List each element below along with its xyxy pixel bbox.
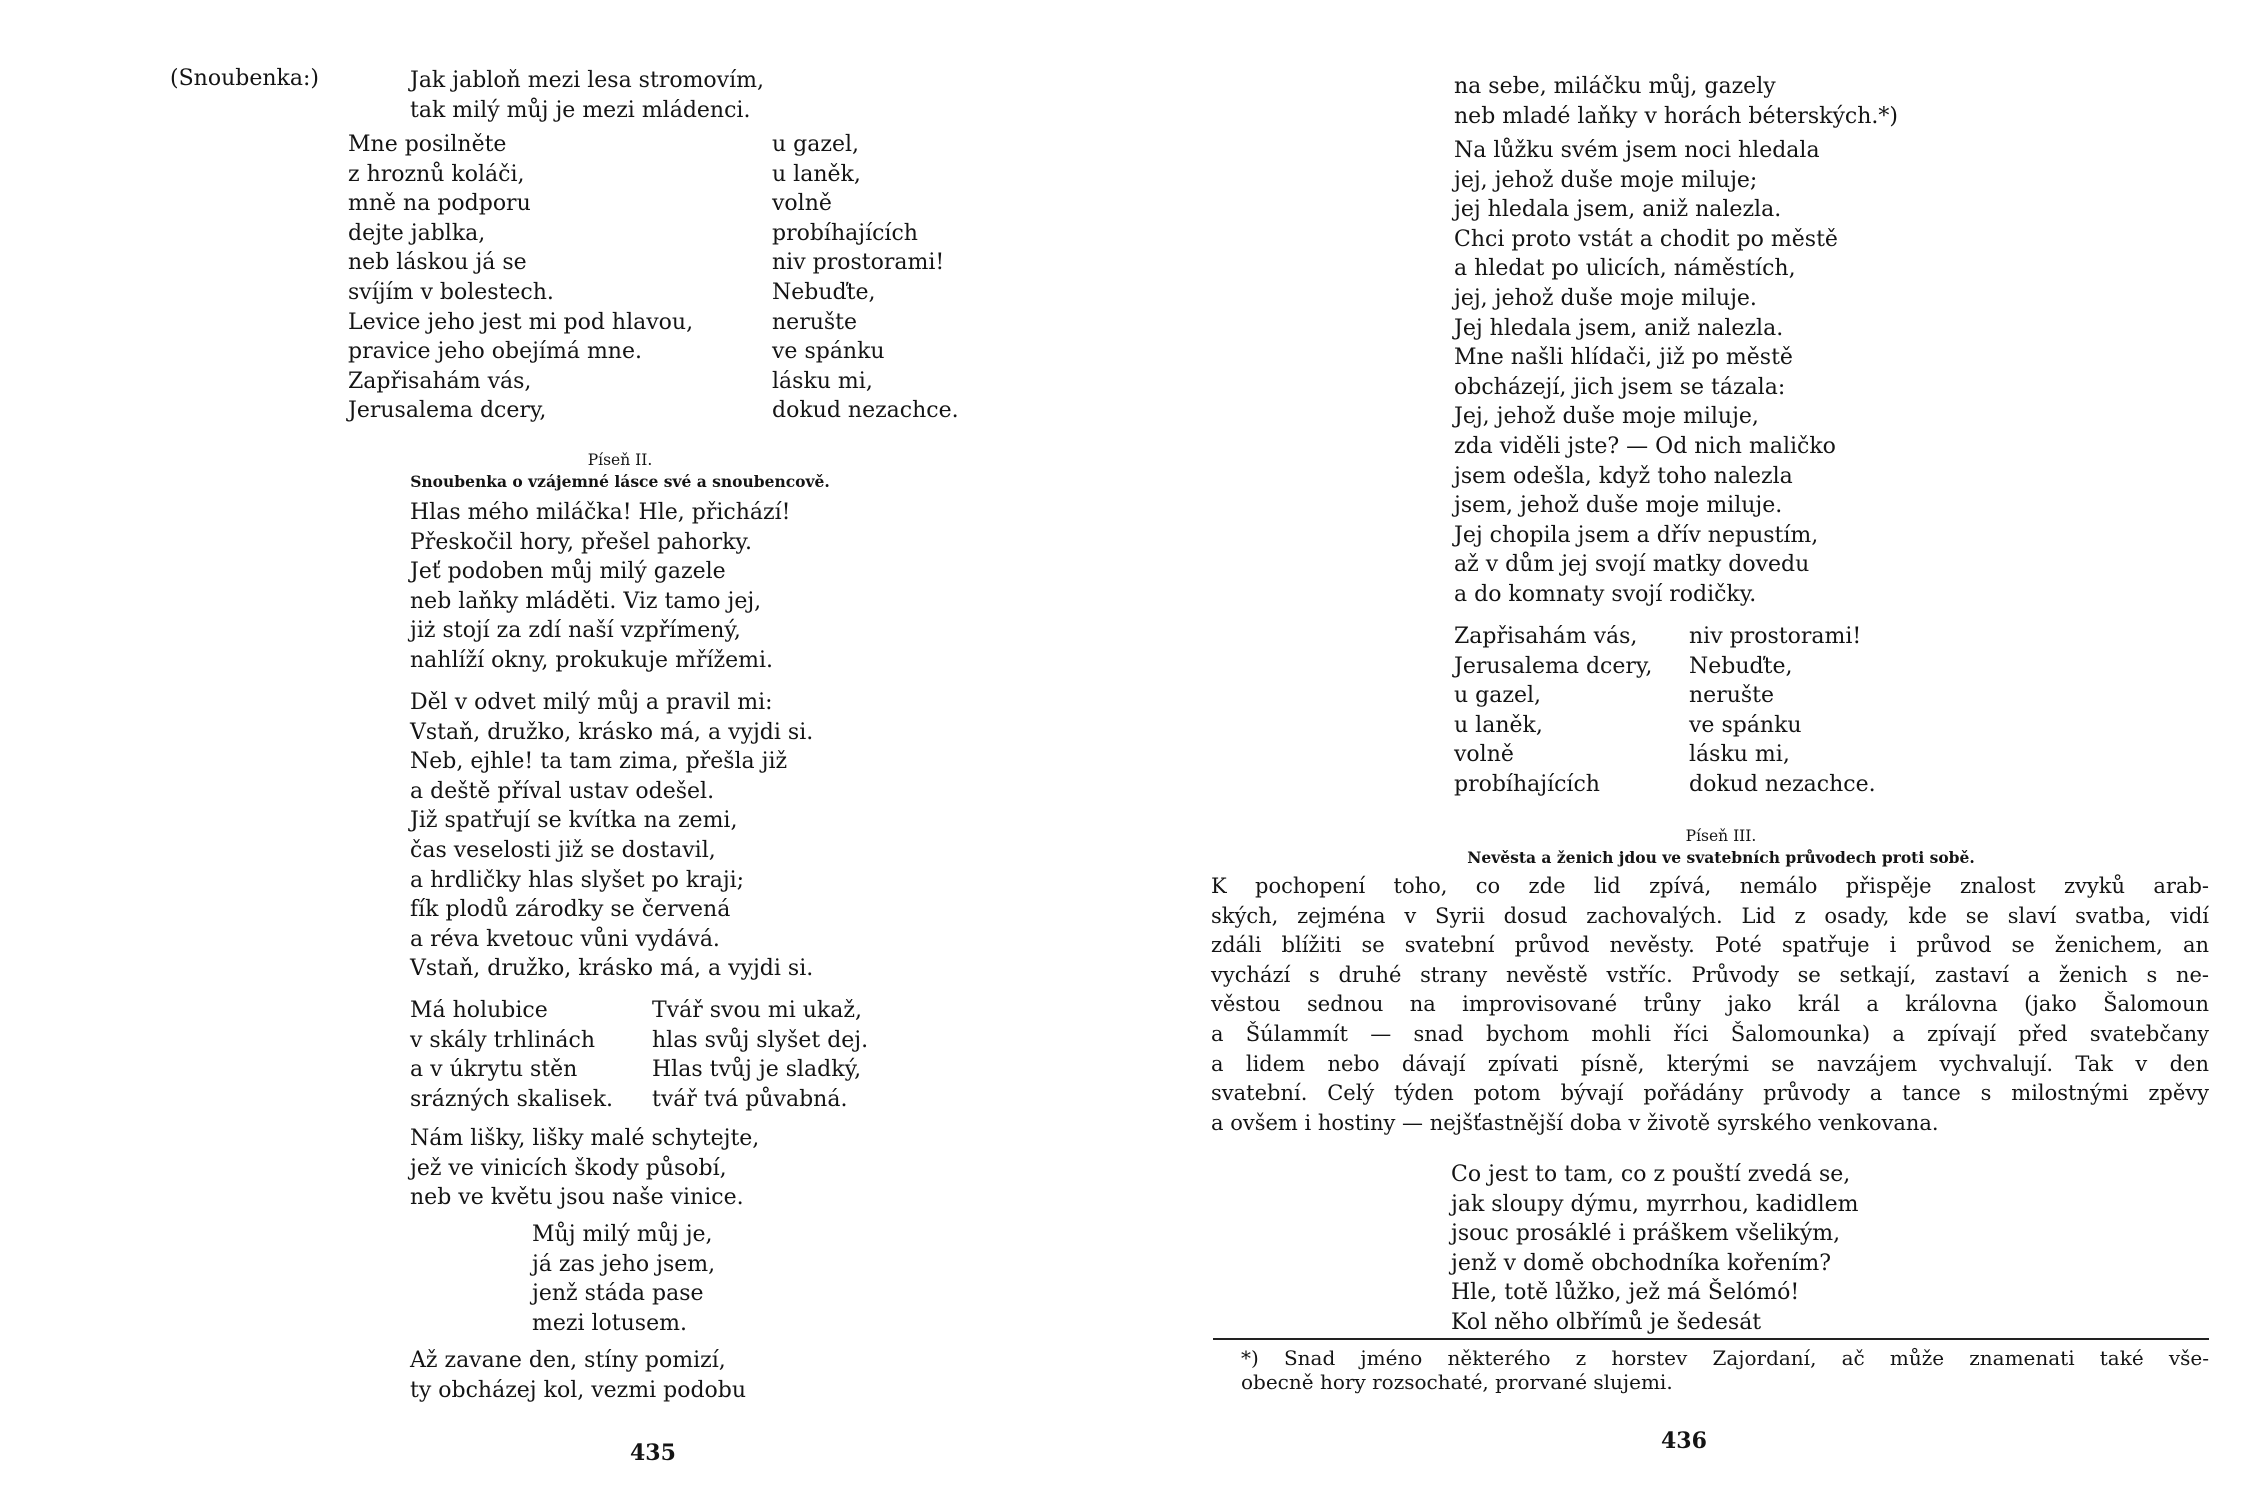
verse-line: niv prostorami! bbox=[1689, 624, 1862, 649]
stanza-4 bbox=[532, 1220, 715, 1338]
verse-line: na sebe, miláčku můj, gazely bbox=[1454, 74, 1776, 99]
verse-line: čas veselosti již se dostavil, bbox=[410, 837, 716, 863]
verse-line: neb láskou já se bbox=[348, 250, 527, 276]
top-lines bbox=[1454, 72, 1898, 131]
verse-line: Nám lišky, lišky malé schytejte, bbox=[410, 1126, 760, 1151]
verse-line: Hlas mého miláčka! Hle, přichází! bbox=[410, 500, 791, 525]
verse-line: volně bbox=[1454, 742, 1514, 768]
verse-line: probíhajících bbox=[772, 220, 918, 246]
verse-line: Jej, jehož duše moje miluje, bbox=[1454, 404, 1759, 430]
verse-line: Nebuďte, bbox=[1689, 653, 1793, 679]
verse-line: Hle, totě lůžko, jež má Šelómó! bbox=[1451, 1280, 1800, 1306]
verse-line: jej, jehož duše moje miluje. bbox=[1454, 285, 1757, 311]
verse-line: jiż stojí za zdí naší vzpřímený, bbox=[410, 618, 741, 644]
verse-line: Neb, ejhle! ta tam zima, přešla již bbox=[410, 749, 788, 775]
prose-paragraph bbox=[1211, 872, 2209, 1138]
page-number-right: 436 bbox=[1661, 1428, 1707, 1454]
verse-line: jenž v domě obchodníka kořením? bbox=[1451, 1250, 1831, 1276]
verse-line: Chci proto vstát a chodit po městě bbox=[1454, 226, 1838, 252]
verse-line: jak sloupy dýmu, myrrhou, kadidlem bbox=[1451, 1191, 1859, 1217]
verse-line: probíhajících bbox=[1454, 771, 1600, 797]
verse-line: niv prostorami! bbox=[772, 250, 945, 276]
verse-line: mně na podporu bbox=[348, 191, 531, 217]
song-title: Píseň II. bbox=[587, 451, 653, 469]
verse-line: Mne našli hlídači, již po městě bbox=[1454, 345, 1793, 371]
text-line: ských, zejména v Syrii dosud zachovalých. Lid z osady, kde se slaví svatba, vidí bbox=[1211, 903, 2209, 928]
verse-line: tvář tvá půvabná. bbox=[652, 1086, 848, 1112]
verse-line: neb ve květu jsou naše vinice. bbox=[410, 1185, 744, 1211]
verse-line: až v dům jej svojí matky dovedu bbox=[1454, 552, 1810, 578]
verse-line: a do komnaty svojí rodičky. bbox=[1454, 581, 1757, 607]
verse-line: Tvář svou mi ukaž, bbox=[652, 998, 862, 1023]
page-number-left: 435 bbox=[630, 1440, 676, 1466]
refrain-left-column bbox=[348, 130, 693, 426]
verse-line: Jeť podoben můj milý gazele bbox=[410, 559, 726, 585]
verse-line: Co jest to tam, co z pouští zvedá se, bbox=[1451, 1162, 1851, 1187]
verse-line: Hlas tvůj je sladký, bbox=[652, 1057, 862, 1083]
verse-line: dokud nezachce. bbox=[772, 398, 959, 424]
speaker-label: (Snoubenka:) bbox=[170, 66, 319, 91]
verse-line: Levice jeho jest mi pod hlavou, bbox=[348, 309, 694, 335]
footnote bbox=[1241, 1346, 2209, 1394]
text-line: a ovšem i hostiny — nejšťastnější doba v životě syrského venkovana. bbox=[1211, 1110, 1939, 1135]
verse-line: Můj milý můj je, bbox=[532, 1222, 713, 1247]
verse-line: jež ve vinicích škody působí, bbox=[410, 1155, 727, 1181]
verse-line: svíjím v bolestech. bbox=[348, 279, 554, 305]
verse-line: fík plodů zárodky se červená bbox=[410, 897, 731, 923]
verse-line: Mne posilněte bbox=[348, 132, 507, 157]
verse-line: volně bbox=[772, 191, 832, 217]
verse-line: hlas svůj slyšet dej. bbox=[652, 1027, 869, 1053]
text-line: *) Snad jméno některého z horstev Zajordaní, ač může znamenati také vše- bbox=[1241, 1346, 2209, 1370]
verse-line: obcházejí, jich jsem se tázala: bbox=[1454, 374, 1786, 400]
verse-line: Až zavane den, stíny pomizí, bbox=[410, 1348, 726, 1373]
verse-line: Kol něho olbřímů je šedesát bbox=[1451, 1309, 1762, 1335]
verse-line: a hledat po ulicích, náměstích, bbox=[1454, 256, 1796, 282]
stanza-a bbox=[1454, 136, 1838, 610]
verse-line: z hroznů koláči, bbox=[348, 161, 525, 187]
verse-line: zda viděli jste? — Od nich maličko bbox=[1454, 433, 1836, 459]
verse-line: a v úkrytu stěn bbox=[410, 1057, 578, 1083]
text-line: K pochopení toho, co zde lid zpívá, nemálo přispěje znalost zvyků arab- bbox=[1211, 874, 2209, 898]
stanza-3 bbox=[410, 1124, 759, 1213]
verse-line: Na lůžku svém jsem noci hledala bbox=[1454, 138, 1820, 163]
verse-line: jej hledala jsem, aniž nalezla. bbox=[1454, 197, 1782, 223]
verse-line: ty obcházej kol, vezmi podobu bbox=[410, 1377, 747, 1403]
verse-line: Nebuďte, bbox=[772, 279, 876, 305]
verse-line: jsem odešla, když toho nalezla bbox=[1454, 463, 1793, 489]
verse-line: nerušte bbox=[772, 309, 858, 335]
verse-line: Jerusalema dcery, bbox=[1454, 653, 1653, 679]
verse-line: mezi lotusem. bbox=[532, 1310, 687, 1336]
verse-line: a hrdličky hlas slyšet po kraji; bbox=[410, 867, 745, 893]
verse-line: v skály trhlinách bbox=[410, 1027, 595, 1053]
verse-line: Vstaň, družko, krásko má, a vyjdi si. bbox=[410, 956, 814, 982]
text-line: a Šúlammít — snad bychom mohli říci Šalomounka) a zpívají před svatebčany bbox=[1211, 1021, 2209, 1046]
verse-line: ve spánku bbox=[772, 339, 885, 365]
text-line: zdáli blížiti se svatební průvod nevěsty. Poté spatřuje i průvod se ženichem, an bbox=[1211, 933, 2209, 958]
song-title-3: Píseň III. bbox=[1685, 827, 1757, 845]
verse-line: jsouc prosáklé i práškem všelikým, bbox=[1451, 1221, 1841, 1247]
verse-line: u gazel, bbox=[1454, 683, 1542, 709]
dove-left-column bbox=[410, 996, 613, 1114]
stanza-5 bbox=[410, 1346, 746, 1405]
verse-line: Jej chopila jsem a dřív nepustím, bbox=[1454, 522, 1819, 548]
verse-line: tak milý můj je mezi mládenci. bbox=[410, 97, 751, 123]
verse-line: Má holubice bbox=[410, 998, 548, 1023]
verse-line: Vstaň, družko, krásko má, a vyjdi si. bbox=[410, 719, 814, 745]
verse-line: lásku mi, bbox=[772, 368, 873, 394]
refrain-right-column bbox=[772, 130, 959, 426]
text-line: vychází s druhé strany nevěstě vstříc. Průvody se setkají, zastaví a ženich s ne- bbox=[1211, 962, 2209, 987]
stanza-2 bbox=[410, 688, 813, 984]
verse-line: já zas jeho jsem, bbox=[532, 1251, 716, 1277]
verse-line: pravice jeho obejímá mne. bbox=[348, 339, 642, 365]
verse-line: Přeskočil hory, přešel pahorky. bbox=[410, 529, 752, 555]
verse-line: u laněk, bbox=[1454, 712, 1543, 738]
verse-line: dejte jablka, bbox=[348, 220, 486, 246]
song-subtitle: Snoubenka o vzájemné lásce své a snoubencově. bbox=[410, 472, 830, 491]
text-line: obecně hory rozsochaté, prorvané slujemi. bbox=[1241, 1370, 1673, 1394]
verse-line: u laněk, bbox=[772, 161, 861, 187]
song-subtitle-3: Nevěsta a ženich jdou ve svatebních průvodech proti sobě. bbox=[1467, 848, 1975, 867]
text-line: a lidem nebo dávají zpívati písně, kterými se navzájem vychvalují. Tak v den bbox=[1211, 1051, 2209, 1076]
verse-line: Zapřisahám vás, bbox=[348, 368, 532, 394]
text-line: svatební. Celý týden potom bývají pořádány průvody a tance s milostnými zpěvy bbox=[1211, 1081, 2209, 1106]
text-line: věstou sednou na improvisované trůny jako král a královna (jako Šalomoun bbox=[1211, 992, 2209, 1017]
dove-right-column bbox=[652, 996, 868, 1114]
verse-line: srázných skalisek. bbox=[410, 1086, 614, 1112]
verse-line: nahlíží okny, prokukuje mřížemi. bbox=[410, 647, 773, 673]
footnote-rule bbox=[1213, 1338, 2209, 1340]
verse-line: Již spatřují se kvítka na zemi, bbox=[410, 808, 738, 834]
verse-line: Zapřisahám vás, bbox=[1454, 624, 1638, 649]
verse-line: Děl v odvet milý můj a pravil mi: bbox=[410, 690, 773, 715]
verse-line: ve spánku bbox=[1689, 712, 1802, 738]
stanza-1 bbox=[410, 498, 791, 676]
verse-line: u gazel, bbox=[772, 132, 860, 157]
verse-line: neb mladé laňky v horách béterských.*) bbox=[1454, 103, 1898, 129]
verse-line: a deště příval ustav odešel. bbox=[410, 778, 715, 804]
refrain-right-column-2 bbox=[1689, 622, 1876, 800]
verse-line: nerušte bbox=[1689, 683, 1775, 709]
verse-line: Jak jabloň mezi lesa stromovím, bbox=[410, 68, 764, 93]
verse-line: Jej hledala jsem, aniž nalezla. bbox=[1454, 315, 1784, 341]
verse-line: jenž stáda pase bbox=[532, 1281, 704, 1307]
verse-line: jej, jehož duše moje miluje; bbox=[1454, 167, 1758, 193]
refrain-left-column-2 bbox=[1454, 622, 1652, 800]
right-page bbox=[1121, 0, 2242, 1500]
verse-line: Jerusalema dcery, bbox=[348, 398, 547, 424]
verse-line: dokud nezachce. bbox=[1689, 771, 1876, 797]
verse-line: jsem, jehož duše moje miluje. bbox=[1454, 493, 1783, 519]
verse-line: a réva kvetouc vůni vydává. bbox=[410, 926, 720, 952]
verse-line: lásku mi, bbox=[1689, 742, 1790, 768]
stanza-b bbox=[1451, 1160, 1859, 1338]
verse-line: neb laňky mláděti. Viz tamo jej, bbox=[410, 588, 762, 614]
intro-lines bbox=[410, 66, 764, 125]
